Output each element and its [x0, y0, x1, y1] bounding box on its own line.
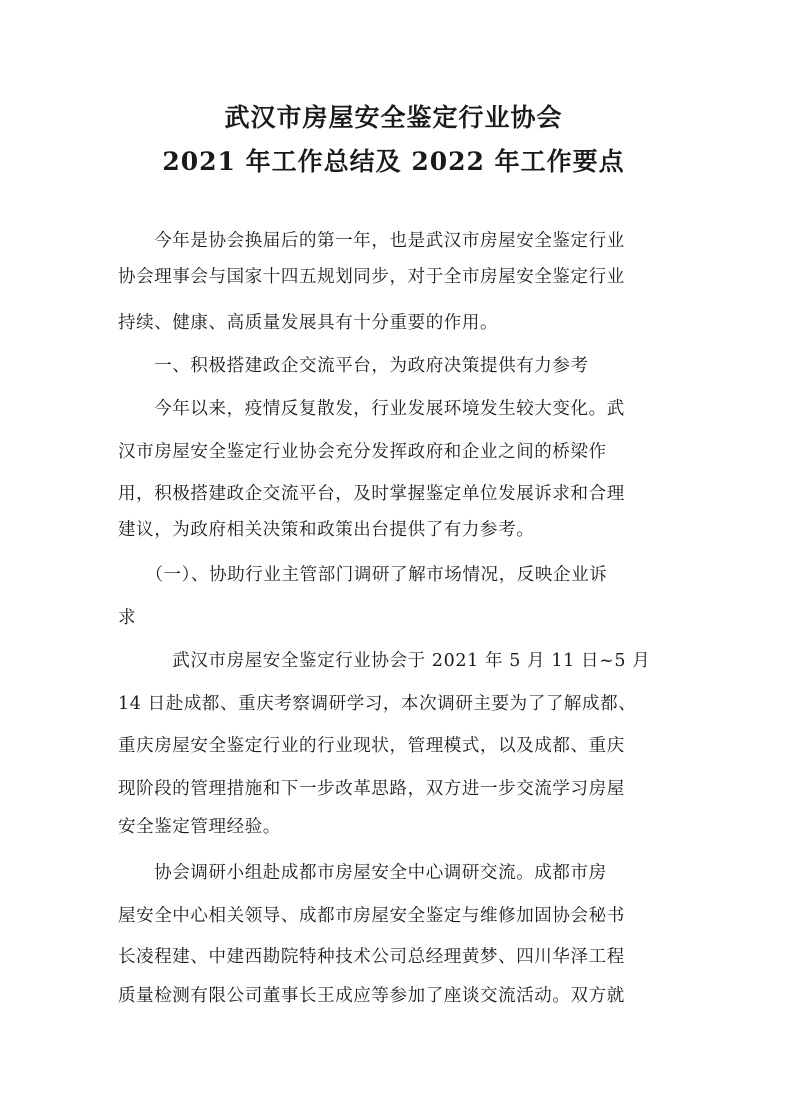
body-line-17: 屋安全中心相关领导、成都市房屋安全鉴定与维修加固协会秘书: [118, 906, 625, 926]
body-line-16: 协会调研小组赴成都市房屋安全中心调研交流。成都市房: [118, 863, 607, 883]
body-line-19: 质量检测有限公司董事长王成应等参加了座谈交流活动。双方就: [118, 986, 625, 1006]
body-line-1: 今年是协会换届后的第一年，也是武汉市房屋安全鉴定行业: [118, 231, 625, 251]
section-heading-1: 一、积极搭建政企交流平台，为政府决策提供有力参考: [118, 356, 589, 376]
body-line-14: 现阶段的管理措施和下一步改革思路，双方进一步交流学习房屋: [118, 779, 625, 799]
body-line-6: 汉市房屋安全鉴定行业协会充分发挥政府和企业之间的桥梁作: [118, 442, 607, 462]
body-line-7: 用，积极搭建政企交流平台，及时掌握鉴定单位发展诉求和合理: [118, 484, 625, 504]
document-title-line-2: 2021 年工作总结及 2022 年工作要点: [162, 147, 625, 176]
body-line-18: 长凌程建、中建西勘院特种技术公司总经理黄梦、四川华泽工程: [118, 947, 625, 967]
subsection-heading-1: （一）、协助行业主管部门调研了解市场情况，反映企业诉: [118, 565, 608, 585]
body-line-12: 14 日赴成都、重庆考察调研学习，本次调研主要为了了解成都、: [118, 694, 637, 714]
document-title-line-1: 武汉市房屋安全鉴定行业协会: [224, 103, 563, 132]
body-line-13: 重庆房屋安全鉴定行业的行业现状，管理模式，以及成都、重庆: [118, 736, 625, 756]
body-line-3: 持续、健康、高质量发展具有十分重要的作用。: [118, 313, 499, 333]
subsection-heading-1-cont: 求: [118, 608, 137, 628]
body-line-15: 安全鉴定管理经验。: [118, 817, 281, 837]
body-line-8: 建议，为政府相关决策和政策出台提供了有力参考。: [118, 520, 535, 540]
body-line-5: 今年以来，疫情反复散发，行业发展环境发生较大变化。武: [118, 399, 625, 419]
body-line-2: 协会理事会与国家十四五规划同步，对于全市房屋安全鉴定行业: [118, 267, 625, 287]
body-line-11: 武汉市房屋安全鉴定行业协会于 2021 年 5 月 11 日~5 月: [118, 651, 651, 671]
